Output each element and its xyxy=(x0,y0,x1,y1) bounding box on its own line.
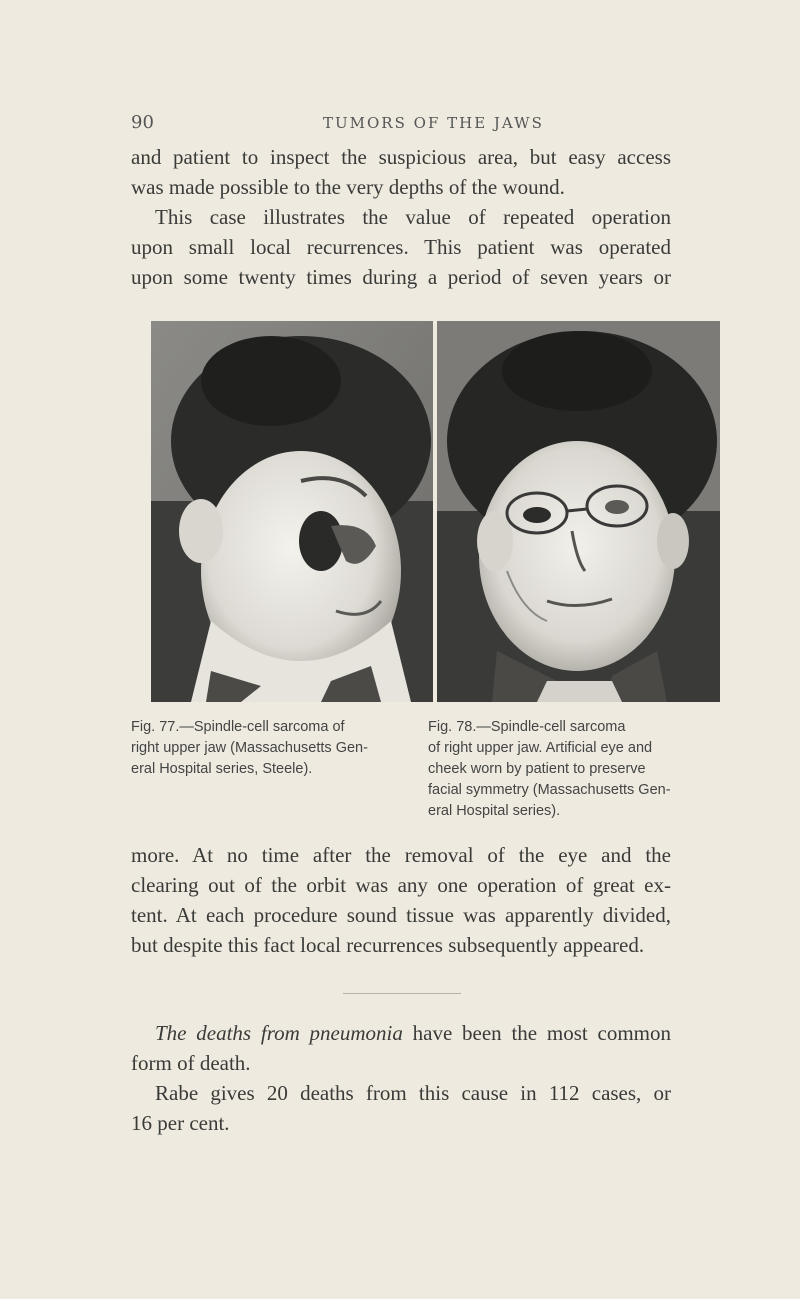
caption-line: Fig. 78.—Spindle-cell sarcoma xyxy=(428,719,626,735)
text-line: form of death. xyxy=(131,1051,251,1075)
text-line: This case illustrates the value of repeated operation xyxy=(155,205,671,229)
text-line: but despite this fact local recurrences subsequently appeared. xyxy=(131,933,645,957)
fig-78-caption xyxy=(428,717,673,822)
paragraph-1 xyxy=(131,142,671,292)
figure-photographs xyxy=(151,321,720,702)
text-line: Rabe gives 20 deaths from this cause in 112 cases, or xyxy=(155,1081,671,1105)
text-line: more. At no time after the removal of the eye and the xyxy=(131,843,671,867)
caption-line: eral Hospital series). xyxy=(428,803,561,819)
fig-77-caption xyxy=(131,717,401,780)
caption-line: Fig. 77.—Spindle-cell sarcoma of xyxy=(131,719,345,735)
text-line: and patient to inspect the suspicious area, but easy access xyxy=(131,145,671,169)
caption-line: cheek worn by patient to preserve xyxy=(428,761,646,777)
text-line: upon small local recurrences. This patient was operated xyxy=(131,235,671,259)
caption-line: facial symmetry (Massachusetts Gen- xyxy=(428,782,671,798)
text-line: tent. At each procedure sound tissue was apparently divided, xyxy=(131,903,671,927)
text-line: 16 per cent. xyxy=(131,1111,230,1135)
text-line: clearing out of the orbit was any one operation of great ex- xyxy=(131,873,671,897)
page-number: 90 xyxy=(131,112,154,133)
text-line: was made possible to the very depths of the wound. xyxy=(131,175,565,199)
fig-78-photo xyxy=(437,321,720,702)
paragraph-3 xyxy=(131,1018,671,1078)
section-divider xyxy=(343,993,461,994)
paragraph-2 xyxy=(131,840,671,960)
running-title: TUMORS OF THE JAWS xyxy=(323,114,544,132)
page-header xyxy=(131,112,671,142)
text-fragment: have been the most common xyxy=(402,1021,671,1045)
italic-phrase: The deaths from pneumonia xyxy=(155,1021,403,1045)
caption-line: right upper jaw (Massachusetts Gen- xyxy=(131,740,368,756)
fig-77-photo xyxy=(151,321,433,702)
text-line xyxy=(131,1018,671,1048)
caption-line: of right upper jaw. Artificial eye and xyxy=(428,740,653,756)
text-line: upon some twenty times during a period of seven years or xyxy=(131,265,671,289)
caption-line: eral Hospital series, Steele). xyxy=(131,761,313,777)
paragraph-4 xyxy=(131,1078,671,1138)
